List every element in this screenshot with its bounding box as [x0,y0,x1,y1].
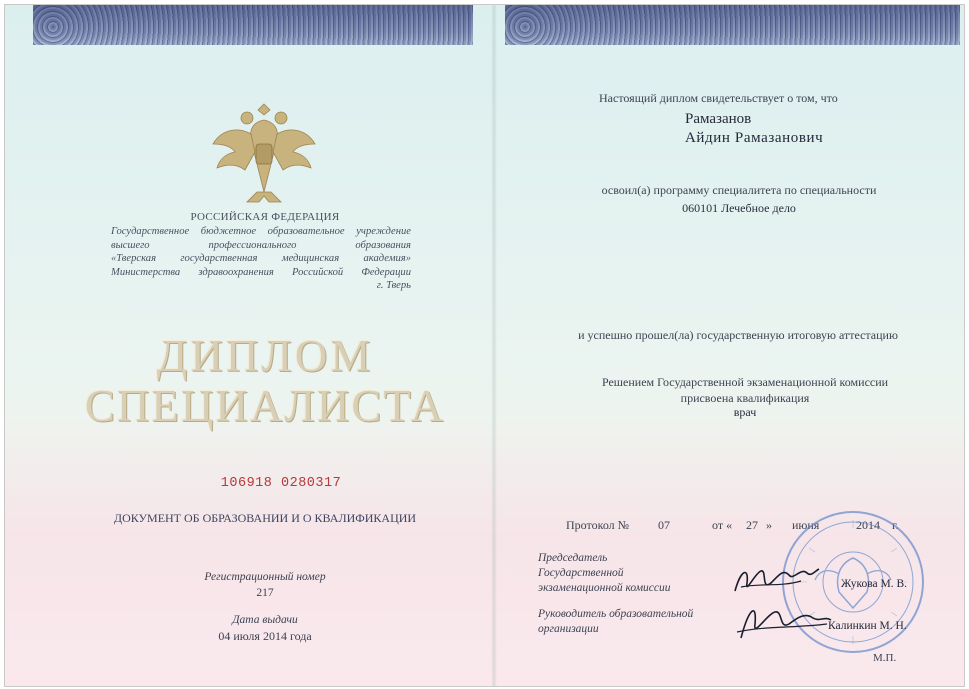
protocol-month: июня [792,518,820,532]
document-type: ДОКУМЕНТ ОБ ОБРАЗОВАНИИ И О КВАЛИФИКАЦИИ [113,511,417,525]
institution-line: высшего профессионального образования [111,239,411,251]
institution-line: Министерства здравоохранения Российской Федерации [111,266,411,278]
right-guilloche-band [505,5,960,45]
head-signature-icon [735,598,835,643]
protocol-from: от « [712,518,733,532]
head-title-line: организации [538,623,599,635]
serial-number: 106918 0280317 [220,476,342,491]
institution-name [111,225,411,293]
protocol-day: 27 [746,518,758,532]
head-title-line: Руководитель образовательной [538,608,694,620]
specialty: 060101 Лечебное дело [682,201,796,215]
protocol-label: Протокол № [566,518,630,532]
attestation-text: и успешно прошел(ла) государственную итоговую аттестацию [578,328,898,342]
mastered-program-text: освоил(а) программу специалитета по специальности [601,183,877,197]
graduate-given-names: Айдин Рамазанович [685,130,824,146]
protocol-year-suffix: г. [892,518,899,532]
country-heading: РОССИЙСКАЯ ФЕДЕРАЦИЯ [190,211,340,223]
diploma-document [4,4,965,687]
left-guilloche-band [33,5,473,45]
qualification-assigned-text: присвоена квалификация [680,391,810,405]
page-fold [491,5,497,686]
institution-line: г. Тверь [376,280,411,291]
head-title [538,607,738,637]
institution-line: «Тверская государственная медицинская академия» [111,253,411,264]
issue-date-label: Дата выдачи [232,614,298,626]
issue-date: 04 июля 2014 года [218,629,312,643]
diploma-title-line2: СПЕЦИАЛИСТА [84,381,446,431]
qualification: врач [733,405,757,419]
registration-label: Регистрационный номер [204,571,326,583]
coat-of-arms-icon [209,100,319,204]
protocol-year: 2014 [856,518,880,532]
chairman-title [538,551,738,596]
intro-text: Настоящий диплом свидетельствует о том, что [599,91,838,105]
seal-place-label: М.П. [873,652,897,664]
chairman-signature-icon [731,561,821,601]
chairman-title-line: Председатель [538,552,608,564]
institution-line: Государственное бюджетное образовательное учреждение [111,226,411,237]
chairman-title-line: экзаменационной комиссии [538,582,671,594]
registration-number: 217 [256,587,274,599]
graduate-surname: Рамазанов [685,111,752,127]
chairman-name: Жукова М. В. [841,578,908,590]
protocol-close-quote: » [766,518,772,532]
protocol-number: 07 [658,518,670,532]
commission-decision-text: Решением Государственной экзаменационной комиссии [601,375,889,389]
chairman-title-line: Государственной [538,567,624,579]
head-name: Калинкин М. Н. [828,620,907,632]
diploma-title-line1: ДИПЛОМ [156,331,374,381]
